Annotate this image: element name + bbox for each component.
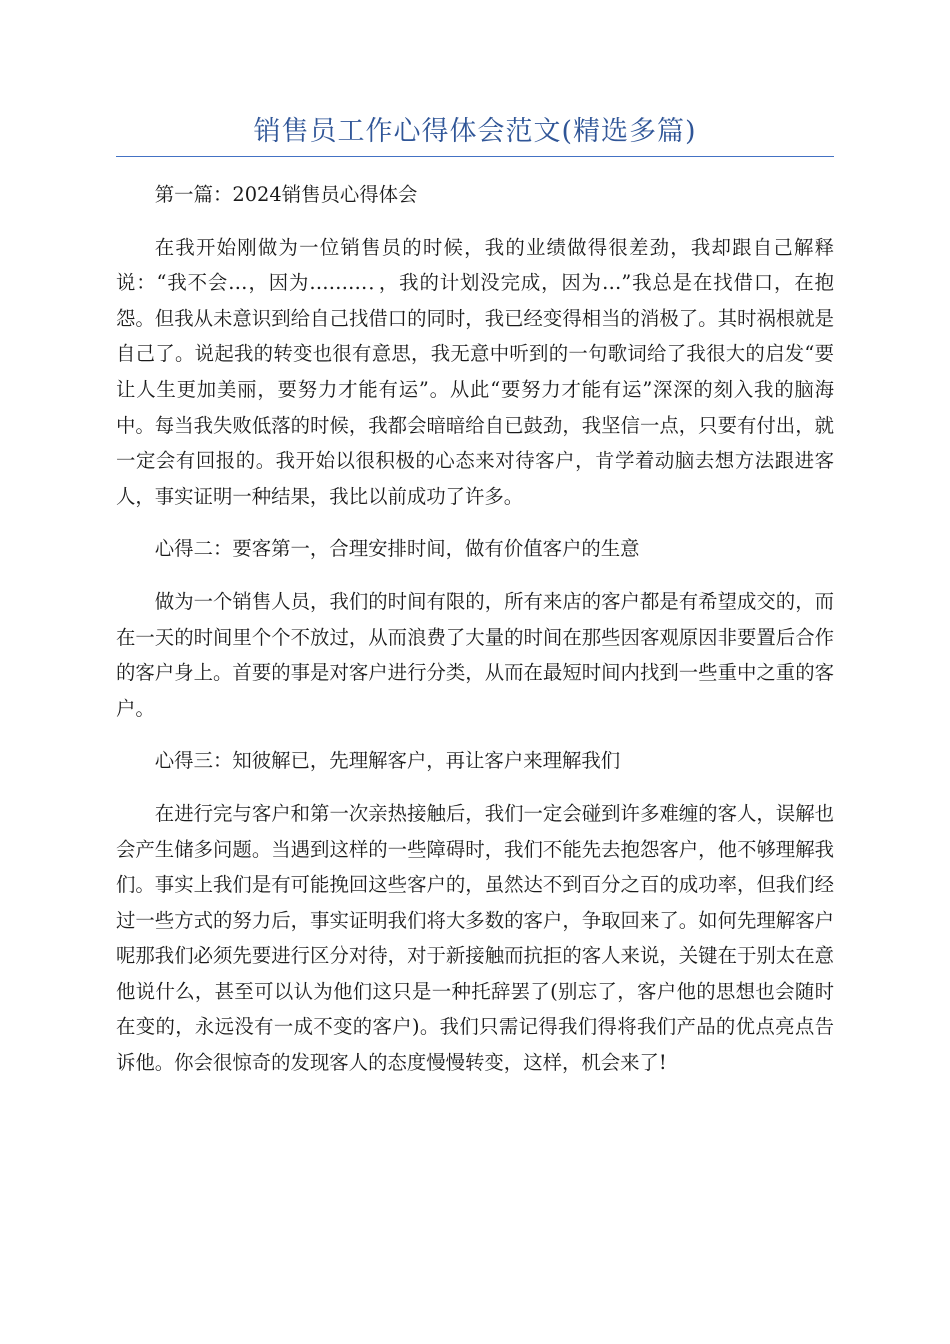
title-underline <box>116 156 834 157</box>
paragraph-1: 在我开始刚做为一位销售员的时候，我的业绩做得很差劲，我却跟自己解释说：“我不会…，因为………．，我的计划没完成，因为…”我总是在找借口，在抱怨。但我从未意识到给自己找借口的同时，我已经变得相当的消极了。其时祸根就是自己了。说起我的转变也很有意思，我无意中听到的一句歌词给了我很大的启发“要让人生更加美丽，要努力才能有运”。从此“要努力才能有运”深深的刻入我的脑海中。每当我失败低落的时候，我都会暗暗给自已鼓劲，我坚信一点，只要有付出，就一定会有回报的。我开始以很积极的心态来对待客户，肯学着动脑去想方法跟进客人，事实证明一种结果，我比以前成功了许多。 <box>116 235 834 508</box>
paragraph-3: 在进行完与客户和第一次亲热接触后，我们一定会碰到许多难缠的客人，误解也会产生储多问题。当遇到这样的一些障碍时，我们不能先去抱怨客户，他不够理解我们。事实上我们是有可能挽回这些客户的，虽然达不到百分之百的成功率，但我们经过一些方式的努力后，事实证明我们将大多数的客户，争取回来了。如何先理解客户呢那我们必须先要进行区分对待，对于新接触而抗拒的客人来说，关键在于别太在意他说什么，甚至可以认为他们这只是一种托辞罢了(别忘了，客户他的思想也会随时在变的，永远没有一成不变的客户)。我们只需记得我们得将我们产品的优点亮点告诉他。你会很惊奇的发现客人的态度慢慢转变，这样，机会来了! <box>116 801 834 1075</box>
document-title: 销售员工作心得体会范文(精选多篇) <box>253 116 697 147</box>
heading-2: 心得二：要客第一，合理安排时间，做有价值客户的生意 <box>154 537 640 561</box>
section1-heading: 第一篇：2024销售员心得体会 <box>154 183 418 206</box>
paragraph-2: 做为一个销售人员，我们的时间有限的，所有来店的客户都是有希望成交的，而在一天的时间里个个不放过，从而浪费了大量的时间在那些因客观原因非要置后合作的客户身上。首要的事是对客户进行分类，从而在最短时间内找到一些重中之重的客户。 <box>116 589 834 720</box>
document-page <box>116 108 834 1098</box>
heading-3: 心得三：知彼解已，先理解客户，再让客户来理解我们 <box>154 749 621 773</box>
